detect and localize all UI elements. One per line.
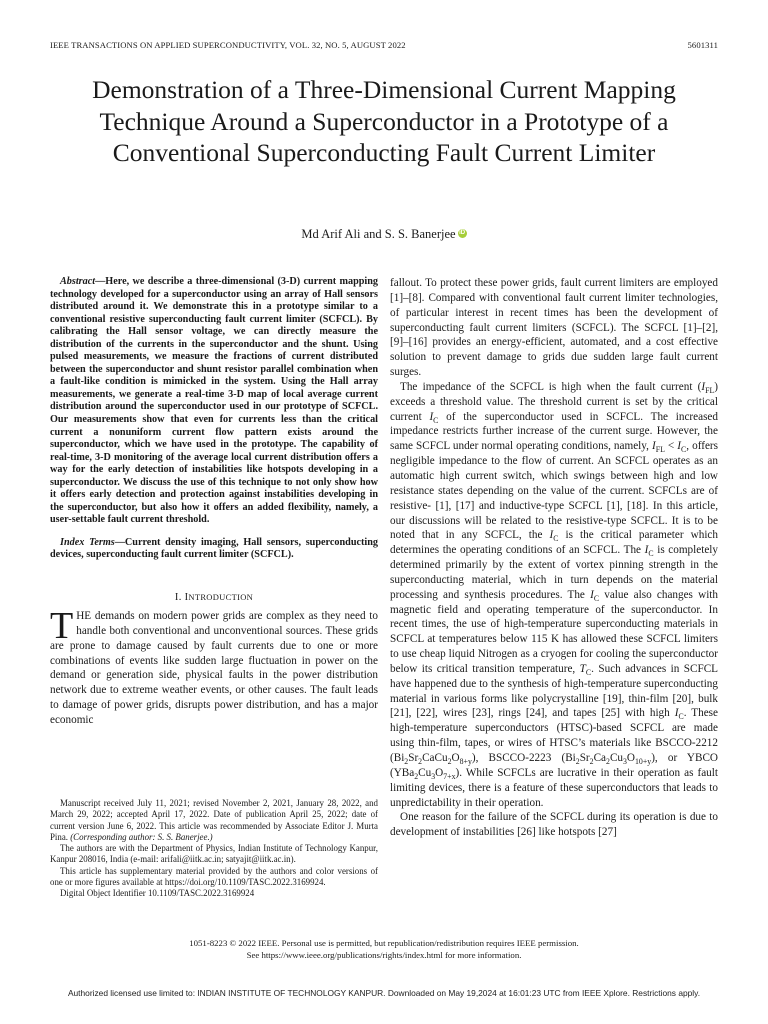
sub-2: 2: [447, 757, 452, 767]
author-line: [0, 227, 768, 242]
abstract-text: Here, we describe a three-dimensional (3-D) current mapping technology developed for a superconductor using an array of Hall sensors distributed around it. We demonstrate this in a prototype similar to a conventional resistive superconducting fault current limiter (SCFCL). By calibrating the Hall sensor voltage, we can directly measure the distribution of the currents in the superconductor and the shunt. Using pulsed measurements, we measure the fractions of current distributed between the superconductor and shunt resistor parallel combination when a fault-like condition is mimicked in the system. Using the Hall array measurements, we generate a real-time 3-D map of local average current distribution around the superconductor used in our prototype of SCFCL. Our measurements show that even for currents less than the critical current a nonuniform current flow pattern exists around the superconductor, which we have used in the prototype. The capability of real-time, 3-D monitoring of the average local current distribution offers a way for the early detection of instabilities like hotspots developing in a superconductor. We discuss the use of this technique to not only show how it offers early detection and protection against instabilities developing in the superconductor, but also how it offers an added flexibility, namely, a user-settable fault current threshold.: [50, 276, 378, 526]
section-first-letter: I: [184, 592, 189, 604]
sub-2: 2: [418, 757, 423, 767]
footnote-corresponding: (Corresponding author: S. S. Banerjee.): [70, 831, 213, 842]
bscco2223-label: ), BSCCO-2223 (Bi: [471, 752, 576, 764]
ic-subscript: C: [648, 549, 654, 559]
p2-j: ). While SCFCLs are lucrative in their operation as fault limiting devices, there is a feature of these superconductors that leads to unpredictability in their operation.: [390, 766, 718, 809]
p2-b: ) exceeds a threshold value. The threshold current is set by the critical current: [390, 380, 718, 423]
p2-f: is completely determined primarily by the extent of vortex pinning strength in the superconducting material, which in turn depends on the material processing and synthesis procedures. The: [390, 544, 718, 601]
sub-7x: 7+x: [443, 772, 456, 782]
ic-symbol: I: [590, 588, 594, 601]
ic-subscript: C: [553, 534, 559, 544]
ic-symbol: I: [429, 410, 434, 423]
ybco-label: ), or YBCO (YBa: [390, 752, 719, 779]
right-paragraph-2: [390, 380, 718, 810]
ic-subscript: C: [681, 445, 687, 455]
ic-subscript: C: [593, 593, 600, 603]
copyright-line-2: See https://www.ieee.org/publications/rights/index.html for more information.: [246, 949, 522, 960]
footnotes: [50, 798, 378, 900]
tc-symbol: T: [579, 662, 586, 675]
ic-subscript: C: [678, 712, 684, 722]
ca: Ca: [422, 752, 435, 764]
copyright-line-1: 1051-8223 © 2022 IEEE. Personal use is permitted, but republication/redistribution requires IEEE permission.: [189, 938, 579, 948]
section-rest: NTRODUCTION: [188, 592, 254, 603]
orcid-icon[interactable]: iD: [459, 230, 466, 236]
sub-10y: 10+y: [635, 757, 652, 767]
intro-paragraph: [50, 605, 378, 728]
p2-c: of the superconductor used in SCFCL. The increased impedance restricts further increase of the current surge. However, the same SCFCL under normal operating conditions, namely,: [390, 410, 718, 453]
right-paragraph-3: One reason for the failure of the SCFCL during its operation is due to development of instabilities [26] like hotspots [27]: [390, 811, 718, 839]
intro-text: demands on modern power grids are complex as they need to handle both conventional and unconventional sources. These grids are prone to damage caused by fault currents due to one or more combinations of events like sudden large fluctuation in power on the demand or generation side, physical faults in the power distribution network due to extreme weather events, or other causes. The fault leads to damage of power grids, disrupts power distribution, and has a major economic: [50, 610, 378, 726]
section-heading-introduction: [50, 592, 378, 603]
author-names: Md Arif Ali and S. S. Banerjee: [301, 227, 456, 241]
ca: Ca: [593, 752, 607, 764]
p2-d: , offers negligible impedance to the flow of current. An SCFCL operates as an automatic high current switch, which swings between high and low resistance states depending on the value of the current. SCFCLs are of resistive- [1], [17] and inductive-type SCFCL [1], [18]. In this article, our discussions will be related to the resistive-type SCFCL. It is to be noted that in any SCFCL, the: [390, 440, 718, 542]
paper-title: Demonstration of a Three-Dimensional Current Mapping Technique Around a Superconductor in a Prototype of a Conventional Superconducting Fault Current Limiter: [92, 75, 676, 167]
section-numeral: I.: [174, 592, 182, 604]
ifl-symbol: I: [701, 380, 706, 393]
p2-i: . These high-temperature superconductors (HTSC)-based SCFCL are made using thin-film, tapes, or wires of HTSC’s materials like BSCCO-2212 (Bi: [390, 707, 718, 764]
index-terms-text: Current density imaging, Hall sensors, superconducting devices, superconducting fault current limiter (SCFCL).: [50, 536, 378, 561]
abstract: [50, 276, 378, 527]
abstract-label: Abstract: [60, 276, 96, 287]
index-terms: [50, 537, 378, 562]
page-id: 5601311: [687, 40, 718, 50]
sr: Sr: [408, 752, 419, 764]
footnote-doi: Digital Object Identifier 10.1109/TASC.2022.3169924: [60, 888, 255, 899]
journal-header: IEEE TRANSACTIONS ON APPLIED SUPERCONDUCTIVITY, VOL. 32, NO. 5, AUGUST 2022: [50, 40, 406, 50]
o: O: [451, 752, 460, 764]
tc-subscript: C: [585, 668, 592, 678]
p2-g: value also changes with magnetic field and operating temperature of the superconductor. In recent times, the use of high-temperature superconducting materials in SCFCL at temperatures below 115 K has allowed these SCFCL limiters to use cheap liquid Nitrogen as a cryogen for cooling the superconductor below its critical transition temperature,: [390, 588, 719, 675]
sr: Sr: [579, 752, 590, 764]
less-than: <: [664, 440, 678, 453]
o: O: [626, 752, 636, 764]
ifl-symbol: I: [651, 440, 656, 453]
p2-e: is the critical parameter which determines the operating conditions of an SCFCL. The: [390, 529, 718, 557]
sub-2: 2: [589, 757, 594, 767]
ifl-subscript: FL: [655, 445, 665, 455]
cu: Cu: [418, 766, 432, 779]
intro-caps: HE: [76, 610, 92, 623]
cu: Cu: [609, 752, 623, 764]
ic-symbol: I: [644, 544, 649, 557]
abstract-dash: —: [95, 276, 106, 287]
ic-symbol: I: [674, 707, 679, 720]
footnote-supplementary: This article has supplementary material provided by the authors and color versions of one or more figures available at https://doi.org/10.1109/TASC.2022.3169924.: [50, 865, 378, 888]
p2-h: . Such advances in SCFCL have happened due to the synthesis of high-temperature superconducting material in various forms like polycrystalline [19], thin-film [20], bulk [21], [22], wires [23], rings [24], and tapes [25] with high: [390, 662, 718, 720]
sub-8y: 8+y: [459, 757, 472, 767]
sub-2: 2: [404, 757, 409, 767]
right-paragraph-1: fallout. To protect these power grids, fault current limiters are employed [1]–[8]. Compared with conventional fault current limiter technologies, of particular interest in recent times has been the development of superconducting fault current limiters (SCFCL). The SCFCL [1]–[2], [9]–[16] provides an energy-efficient, automated, and a cost effective solution to prevent damage to grids due sudden large fault current surges.: [390, 277, 718, 379]
ic-symbol: I: [677, 440, 682, 453]
ic-subscript: C: [433, 415, 439, 425]
sub-2: 2: [606, 757, 610, 767]
drop-cap: T: [50, 605, 74, 648]
index-terms-dash: —: [114, 536, 125, 548]
sub-2: 2: [414, 772, 419, 782]
cu: Cu: [434, 752, 448, 764]
left-column: [50, 276, 378, 728]
right-column: [390, 276, 718, 840]
copyright-notice: [0, 938, 768, 961]
ifl-subscript: FL: [705, 386, 715, 396]
sub-3: 3: [431, 772, 436, 782]
footnote-received-text: Manuscript received July 11, 2021; revised November 2, 2021, January 28, 2022, and March 29, 2022; accepted April 17, 2022. Date of publication April 25, 2022; date of current version June 6, 2022. This article was recommended by Associate Editor J. Murta Pina.: [50, 798, 378, 842]
footnote-affiliation: The authors are with the Department of Physics, Indian Institute of Technology Kanpur, Kanpur 208016, India (e-mail: arifali@iitk.ac.in; satyajit@iitk.ac.in).: [50, 843, 378, 865]
index-terms-label: Index Terms: [60, 536, 115, 548]
authorized-use-notice: Authorized licensed use limited to: INDIAN INSTITUTE OF TECHNOLOGY KANPUR. Downloaded on May 19,2024 at 16:01:23 UTC from IEEE Xplore. Restrictions apply.: [67, 988, 701, 998]
ic-symbol: I: [549, 529, 554, 542]
sub-3: 3: [623, 757, 627, 767]
p2-a: The impedance of the SCFCL is high when the fault current (: [400, 380, 702, 393]
footnote-received: [50, 798, 378, 843]
o: O: [435, 766, 444, 779]
sub-2: 2: [575, 757, 580, 767]
